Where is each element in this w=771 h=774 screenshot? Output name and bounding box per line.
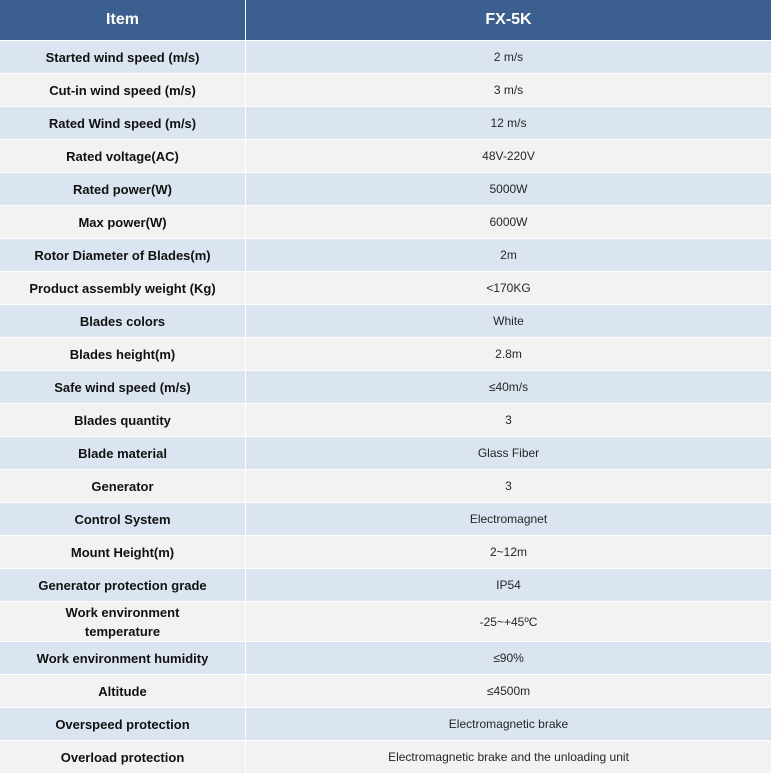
spec-label: Cut-in wind speed (m/s): [49, 82, 196, 98]
spec-value-cell: [246, 642, 771, 674]
spec-value: Glass Fiber: [477, 446, 540, 460]
spec-value-cell: [246, 675, 771, 707]
spec-label-cell: [0, 741, 245, 773]
spec-value-cell: [246, 305, 771, 337]
table-row: [0, 503, 771, 535]
spec-label-cell: [0, 470, 245, 502]
spec-label-cell: [0, 569, 245, 601]
spec-label: Safe wind speed (m/s): [54, 379, 191, 395]
spec-value: 5000W: [489, 182, 528, 196]
spec-value: IP54: [496, 578, 521, 592]
spec-label: Overspeed protection: [55, 716, 190, 732]
table-row: [0, 437, 771, 469]
table-row: [0, 602, 771, 641]
spec-value-cell: [246, 708, 771, 740]
table-row: [0, 371, 771, 403]
spec-label-cell: [0, 140, 245, 172]
table-row: [0, 708, 771, 740]
table-row: [0, 470, 771, 502]
table-row: [0, 140, 771, 172]
table-row: [0, 642, 771, 674]
table-row: [0, 404, 771, 436]
spec-value: 3: [505, 413, 512, 427]
spec-label: Blades quantity: [74, 412, 171, 428]
spec-label-cell: [0, 536, 245, 568]
table-row: [0, 338, 771, 370]
spec-label-cell: [0, 338, 245, 370]
spec-value-cell: [246, 470, 771, 502]
spec-value-cell: [246, 536, 771, 568]
table-row: [0, 239, 771, 271]
spec-value-cell: [246, 404, 771, 436]
spec-value-cell: [246, 741, 771, 773]
spec-label-cell: [0, 74, 245, 106]
spec-label-cell: [0, 206, 245, 238]
spec-value: Electromagnetic brake and the unloading unit: [388, 750, 629, 764]
spec-value-cell: [246, 602, 771, 641]
spec-label: Generator: [91, 478, 154, 494]
spec-label: Work environment humidity: [36, 650, 209, 666]
table-row: [0, 74, 771, 106]
spec-value-cell: [246, 272, 771, 304]
table-row: [0, 41, 771, 73]
table-row: [0, 173, 771, 205]
table-body: [0, 41, 771, 773]
spec-label-cell: [0, 41, 245, 73]
spec-value-cell: [246, 437, 771, 469]
spec-value-cell: [246, 173, 771, 205]
table-row: [0, 272, 771, 304]
spec-value: White: [493, 314, 524, 328]
spec-label: Blades colors: [79, 313, 166, 329]
spec-label: Overload protection: [60, 749, 185, 765]
spec-value-cell: [246, 338, 771, 370]
spec-label: Blade material: [78, 445, 167, 461]
spec-value-cell: [246, 503, 771, 535]
spec-value-cell: [246, 140, 771, 172]
table-row: [0, 536, 771, 568]
spec-value-cell: [246, 41, 771, 73]
table-row: [0, 675, 771, 707]
spec-value: 3: [505, 479, 512, 493]
spec-value: -25~+45ºC: [479, 614, 538, 629]
spec-value: 2.8m: [495, 347, 522, 361]
spec-label: Mount Height(m): [70, 544, 175, 560]
header-model-label: FX-5K: [485, 11, 532, 28]
spec-value: 6000W: [489, 215, 528, 229]
spec-label: Rated power(W): [73, 181, 172, 197]
spec-label-cell: [0, 173, 245, 205]
spec-label-cell: [0, 675, 245, 707]
spec-label-cell: [0, 305, 245, 337]
spec-label: Started wind speed (m/s): [45, 49, 200, 65]
spec-label: Blades height(m): [69, 346, 176, 362]
spec-label: Product assembly weight (Kg): [29, 280, 216, 296]
table-header: [0, 0, 771, 40]
spec-label: Rotor Diameter of Blades(m): [34, 247, 211, 263]
spec-value: 2m: [500, 248, 517, 262]
spec-value-cell: [246, 371, 771, 403]
header-model-cell: [246, 0, 771, 40]
spec-label-cell: [0, 708, 245, 740]
spec-label-cell: [0, 371, 245, 403]
spec-label-cell: [0, 107, 245, 139]
spec-value-cell: [246, 107, 771, 139]
spec-label-cell: [0, 272, 245, 304]
spec-label-cell: [0, 404, 245, 436]
spec-label-cell: [0, 239, 245, 271]
header-item-cell: [0, 0, 245, 40]
spec-label: Work environment temperature: [65, 604, 180, 639]
spec-value: 2 m/s: [493, 50, 524, 64]
spec-value-cell: [246, 206, 771, 238]
table-row: [0, 206, 771, 238]
spec-value: ≤90%: [493, 651, 524, 665]
spec-value: Electromagnetic brake: [448, 717, 569, 731]
spec-label: Generator protection grade: [38, 577, 207, 593]
spec-value: Electromagnet: [469, 512, 548, 526]
table-row: [0, 305, 771, 337]
spec-label-cell: [0, 437, 245, 469]
spec-value: 48V-220V: [482, 149, 535, 163]
spec-label: Max power(W): [78, 214, 167, 230]
table-row: [0, 741, 771, 773]
spec-value: 3 m/s: [493, 83, 524, 97]
spec-label: Control System: [74, 511, 171, 527]
spec-label: Rated Wind speed (m/s): [48, 115, 197, 131]
table-row: [0, 569, 771, 601]
spec-label-cell: [0, 503, 245, 535]
spec-label: Altitude: [98, 683, 147, 699]
header-item-label: Item: [106, 11, 139, 28]
table-row: [0, 107, 771, 139]
spec-label: Rated voltage(AC): [66, 148, 179, 164]
spec-value: <170KG: [486, 281, 531, 295]
spec-label-cell: [0, 602, 245, 641]
spec-label-cell: [0, 642, 245, 674]
spec-value: 12 m/s: [490, 116, 527, 130]
spec-value-cell: [246, 74, 771, 106]
spec-value: ≤40m/s: [488, 380, 529, 394]
spec-value-cell: [246, 569, 771, 601]
spec-value: 2~12m: [489, 545, 528, 559]
spec-value: ≤4500m: [486, 684, 531, 698]
spec-value-cell: [246, 239, 771, 271]
